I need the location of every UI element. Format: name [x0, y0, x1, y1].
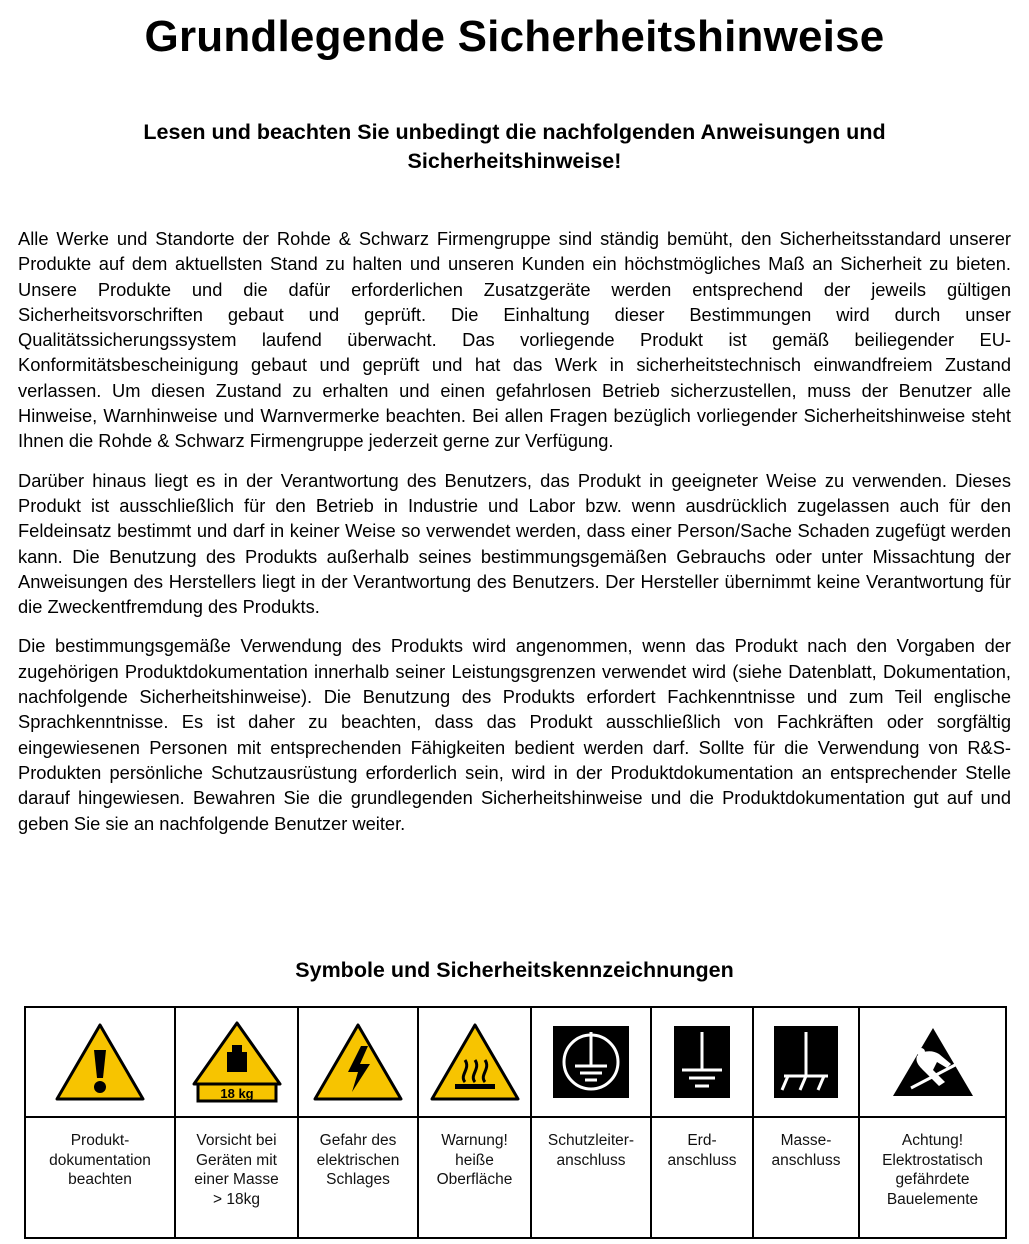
symbol-label: Erd- anschluss — [651, 1117, 753, 1238]
page-subtitle: Lesen und beachten Sie unbedingt die nachfolgenden Anweisungen und Sicherheitshinweise! — [143, 120, 886, 173]
hot-surface-warning-icon — [429, 1022, 521, 1102]
symbols-icon-row — [25, 1007, 1006, 1117]
body-text — [18, 226, 1011, 850]
symbol-label: Masse- anschluss — [753, 1117, 859, 1238]
symbol-cell — [859, 1007, 1006, 1117]
weight-label: 18 kg — [219, 1086, 254, 1101]
esd-warning-icon — [891, 1026, 975, 1098]
symbol-cell — [175, 1007, 298, 1117]
paragraph: Die bestimmungsgemäße Verwendung des Produkts wird angenommen, wenn das Produkt nach den Vorgaben der zugehörigen Produktdokumentation innerhalb seiner Leistungsgrenzen verwendet wird (siehe Datenblatt, Dokumentation, nachfolgende Sicherheitshinweise). Die Benutzung des Produkts erfordert Fachkenntnisse und zum Teil englische Sprachkenntnisse. Es ist daher zu beachten, dass das Produkt ausschließlich von Fachkräften oder sorgfältig eingewiesenen Personen mit entsprechenden Fähigkeiten bedient werden darf. Sollte für die Verwendung von R&S-Produkten persönliche Schutzausrüstung erforderlich sein, wird in der Produktdokumentation an entsprechender Stelle darauf hingewiesen. Bewahren Sie die grundlegenden Sicherheitshinweise und die Produktdokumentation gut auf und geben Sie sie an nachfolgende Benutzer weiter. — [18, 635, 1011, 834]
symbol-cell — [651, 1007, 753, 1117]
symbol-label: Achtung! Elektrostatisch gefährdete Bauelemente — [859, 1117, 1006, 1238]
electric-shock-warning-icon — [312, 1022, 404, 1102]
symbol-cell — [25, 1007, 175, 1117]
earth-ground-icon — [674, 1026, 730, 1098]
chassis-ground-icon — [774, 1026, 838, 1098]
symbols-label-row — [25, 1117, 1006, 1238]
page-title: Grundlegende Sicherheitshinweise — [144, 12, 885, 61]
symbol-label: Produkt- dokumentation beachten — [25, 1117, 175, 1238]
symbols-heading: Symbole und Sicherheitskennzeichnungen — [295, 958, 734, 982]
symbol-label: Gefahr des elektrischen Schlages — [298, 1117, 418, 1238]
symbol-cell — [531, 1007, 651, 1117]
symbol-cell — [753, 1007, 859, 1117]
symbols-table — [24, 1006, 1007, 1239]
symbol-label: Vorsicht bei Geräten mit einer Masse > 18kg — [175, 1117, 298, 1238]
exclamation-warning-icon — [54, 1022, 146, 1102]
protective-earth-icon — [553, 1026, 629, 1098]
symbol-label: Warnung! heiße Oberfläche — [418, 1117, 531, 1238]
heavy-weight-warning-icon — [190, 1020, 284, 1104]
symbol-label: Schutzleiter- anschluss — [531, 1117, 651, 1238]
symbol-cell — [418, 1007, 531, 1117]
paragraph: Alle Werke und Standorte der Rohde & Schwarz Firmengruppe sind ständig bemüht, den Sicherheitsstandard unserer Produkte auf dem aktuellsten Stand zu halten und unseren Kunden ein höchstmögliches Maß an Sicherheit zu bieten. Unsere Produkte und die dafür erforderlichen Zusatzgeräte werden entsprechend der jeweils gültigen Sicherheitsvorschriften gebaut und geprüft. Die Einhaltung dieser Bestimmungen wird durch unser Qualitätssicherungssystem laufend überwacht. Das vorliegende Produkt ist gemäß beiliegender EU-Konformitätsbescheinigung gebaut und geprüft und hat das Werk in sicherheitstechnisch einwandfreiem Zustand verlassen. Um diesen Zustand zu erhalten und einen gefahrlosen Betrieb sicherzustellen, muss der Benutzer alle Hinweise, Warnhinweise und Warnvermerke beachten. Bei allen Fragen bezüglich vorliegender Sicherheitshinweise steht Ihnen die Rohde & Schwarz Firmengruppe jederzeit gerne zur Verfügung. — [18, 228, 1011, 452]
symbol-cell — [298, 1007, 418, 1117]
paragraph: Darüber hinaus liegt es in der Verantwortung des Benutzers, das Produkt in geeigneter Weise zu verwenden. Dieses Produkt ist ausschließlich für den Betrieb in Industrie und Labor bzw. wenn ausdrücklich zugelassen auch für den Feldeinsatz bestimmt und darf in keiner Weise so verwendet werden, dass einer Person/Sache Schaden zugefügt werden kann. Die Benutzung des Produkts außerhalb seines bestimmungsgemäßen Gebrauchs oder unter Missachtung der Anweisungen des Herstellers liegt in der Verantwortung des Benutzers. Der Hersteller übernimmt keine Verantwortung für die Zweckentfremdung des Produkts. — [18, 469, 1011, 618]
